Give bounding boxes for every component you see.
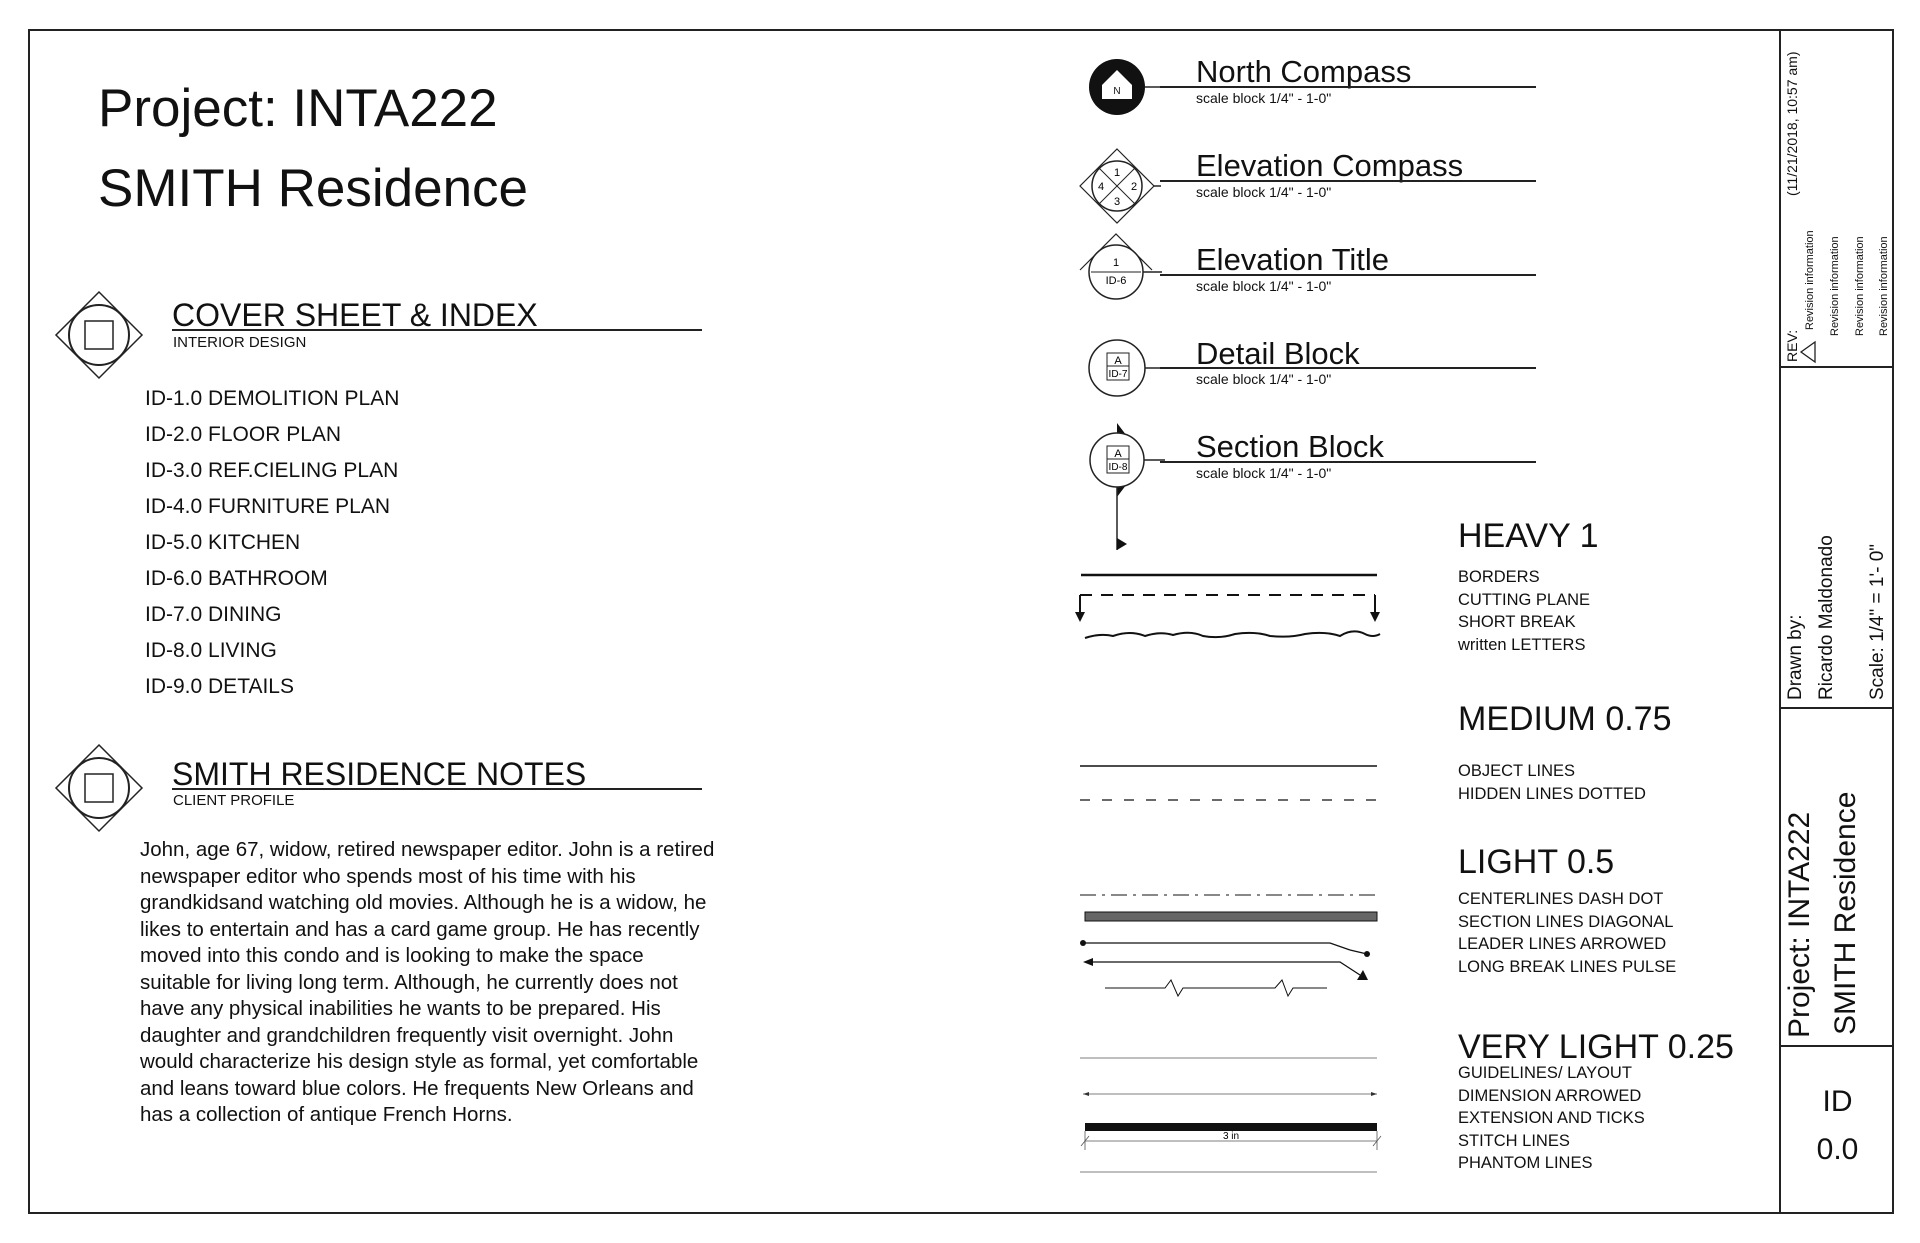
sheet-code: ID (1822, 1085, 1853, 1118)
lineweight-item: SECTION LINES DIAGONAL (1458, 912, 1674, 931)
lineweight-item: STITCH LINES (1458, 1131, 1570, 1150)
svg-text:N: N (1113, 86, 1121, 97)
dimension-label: 3 in (1222, 1131, 1240, 1142)
revision-entry: Revision information (1804, 230, 1816, 330)
light-list (1458, 888, 1676, 978)
svg-text:ID-7: ID-7 (1108, 369, 1128, 380)
lineweight-item: BORDERS (1458, 568, 1540, 586)
svg-text:ID-6: ID-6 (1105, 275, 1127, 287)
index-item: ID-3.0 REF.CIELING PLAN (145, 459, 399, 482)
svg-text:1: 1 (1112, 257, 1120, 269)
project-name: SMITH Residence (98, 159, 529, 218)
revision-triangle-icon (1799, 340, 1819, 364)
elevation-compass-title: Elevation Compass (1196, 148, 1464, 183)
index-item: ID-5.0 KITCHEN (145, 531, 301, 554)
section-block-scale: scale block 1/4" - 1-0" (1196, 465, 1332, 481)
revision-date: (11/21/2018, 10:57 am) (1784, 51, 1800, 196)
svg-text:4: 4 (1097, 181, 1105, 193)
very-light-list (1458, 1062, 1645, 1175)
cover-sheet-title: COVER SHEET & INDEX (172, 297, 538, 333)
title-block-rule (1779, 1045, 1894, 1047)
detail-block-icon (1085, 336, 1161, 400)
medium-heading: MEDIUM 0.75 (1458, 700, 1672, 738)
section-marker-icon (54, 290, 144, 380)
sheet-number: 0.0 (1816, 1133, 1859, 1166)
symbol-rule (1160, 274, 1536, 276)
svg-text:A: A (1114, 355, 1122, 367)
project-title: Project: INTA222 (98, 79, 498, 138)
title-block-project-title: Project: INTA222 (1783, 811, 1816, 1038)
section-marker-icon (54, 743, 144, 833)
index-item: ID-4.0 FURNITURE PLAN (145, 495, 391, 518)
index-item: ID-6.0 BATHROOM (145, 567, 328, 590)
lineweight-item: CENTERLINES DASH DOT (1458, 890, 1664, 908)
symbol-rule (1160, 86, 1536, 88)
lineweight-item: CUTTING PLANE (1458, 590, 1591, 609)
index-item: ID-7.0 DINING (145, 603, 282, 626)
symbol-rule (1160, 180, 1536, 182)
title-block-rule (1779, 707, 1894, 709)
index-item: ID-8.0 LIVING (145, 639, 277, 662)
light-heading: LIGHT 0.5 (1458, 843, 1615, 881)
scale-note: Scale: 1/4" = 1'- 0" (1867, 543, 1888, 700)
index-item: ID-9.0 DETAILS (145, 675, 294, 698)
lineweight-item: written LETTERS (1458, 635, 1586, 654)
svg-text:ID-8: ID-8 (1108, 462, 1128, 473)
medium-list (1458, 760, 1646, 805)
heavy-list (1458, 566, 1590, 656)
drawn-by-name: Ricardo Maldonado (1816, 535, 1837, 700)
leader-line-sample (1083, 943, 1350, 950)
revision-entry: Revision information (1854, 236, 1866, 336)
lineweight-item: GUIDELINES/ LAYOUT (1458, 1064, 1632, 1082)
svg-text:1: 1 (1113, 167, 1121, 179)
title-block-divider (1779, 29, 1781, 1214)
revision-entry: Revision information (1829, 236, 1841, 336)
lineweight-item: SHORT BREAK (1458, 613, 1576, 632)
notes-subtitle: CLIENT PROFILE (173, 792, 295, 809)
elevation-title-icon (1078, 230, 1162, 302)
symbol-rule (1160, 461, 1536, 463)
notes-title: SMITH RESIDENCE NOTES (172, 756, 587, 792)
elevation-compass-icon (1077, 146, 1161, 230)
lineweight-item: DIMENSION ARROWED (1458, 1086, 1642, 1105)
section-block-title: Section Block (1196, 429, 1384, 464)
lineweight-item: HIDDEN LINES DOTTED (1458, 784, 1646, 803)
extension-line-sample (1085, 1123, 1377, 1131)
lineweight-item: OBJECT LINES (1458, 762, 1576, 780)
lineweight-item: EXTENSION AND TICKS (1458, 1109, 1645, 1128)
cover-sheet-rule (172, 329, 702, 331)
lineweight-item: LONG BREAK LINES PULSE (1458, 957, 1677, 976)
svg-text:2: 2 (1130, 181, 1138, 193)
title-block-rule (1779, 366, 1894, 368)
section-line-sample (1085, 912, 1377, 921)
index-item: ID-1.0 DEMOLITION PLAN (145, 387, 400, 410)
heavy-heading: HEAVY 1 (1458, 517, 1599, 555)
short-break-line-sample (1085, 631, 1380, 638)
section-block-icon (1085, 420, 1165, 560)
detail-block-title: Detail Block (1196, 336, 1360, 371)
line-weight-samples (1075, 560, 1395, 1180)
elevation-title-scale: scale block 1/4" - 1-0" (1196, 278, 1332, 294)
revision-entry: Revision information (1878, 236, 1890, 336)
north-compass-icon (1085, 52, 1160, 127)
detail-block-scale: scale block 1/4" - 1-0" (1196, 371, 1332, 387)
rev-label: REV: (1784, 329, 1800, 362)
lineweight-item: LEADER LINES ARROWED (1458, 935, 1667, 954)
long-break-line-sample (1085, 962, 1360, 975)
sheet-index-list (145, 384, 399, 708)
lineweight-item: PHANTOM LINES (1458, 1154, 1593, 1173)
index-item: ID-2.0 FLOOR PLAN (145, 423, 342, 446)
elevation-compass-scale: scale block 1/4" - 1-0" (1196, 184, 1332, 200)
client-profile-text: John, age 67, widow, retired newspaper editor. John is a retired newspaper editor who spends most of his time with his grandkidsand watching old movies. Although he is a widow, he likes to entertain and has a card game group. He has recently moved into this condo and is looking to make the space suitable for living long term. Although, he currently does not have any physical inabilities he wants to be prepared. His daughter and grandchildren frequently visit overnight. John would characterize his design style as formal, yet comfortable and leans toward blue colors. He frequents New Orleans and has a collection of antique French Horns. (140, 838, 715, 1126)
very-light-heading: VERY LIGHT 0.25 (1458, 1028, 1734, 1066)
notes-rule (172, 788, 702, 790)
svg-text:3: 3 (1113, 196, 1121, 208)
north-compass-title: North Compass (1196, 54, 1412, 89)
svg-text:A: A (1114, 448, 1122, 460)
drawn-by-label: Drawn by: (1785, 614, 1806, 700)
north-compass-scale: scale block 1/4" - 1-0" (1196, 90, 1332, 106)
cover-sheet-subtitle: INTERIOR DESIGN (173, 334, 307, 351)
symbol-rule (1160, 367, 1536, 369)
title-block-project-name: SMITH Residence (1829, 791, 1862, 1035)
elevation-title-title: Elevation Title (1196, 242, 1389, 277)
